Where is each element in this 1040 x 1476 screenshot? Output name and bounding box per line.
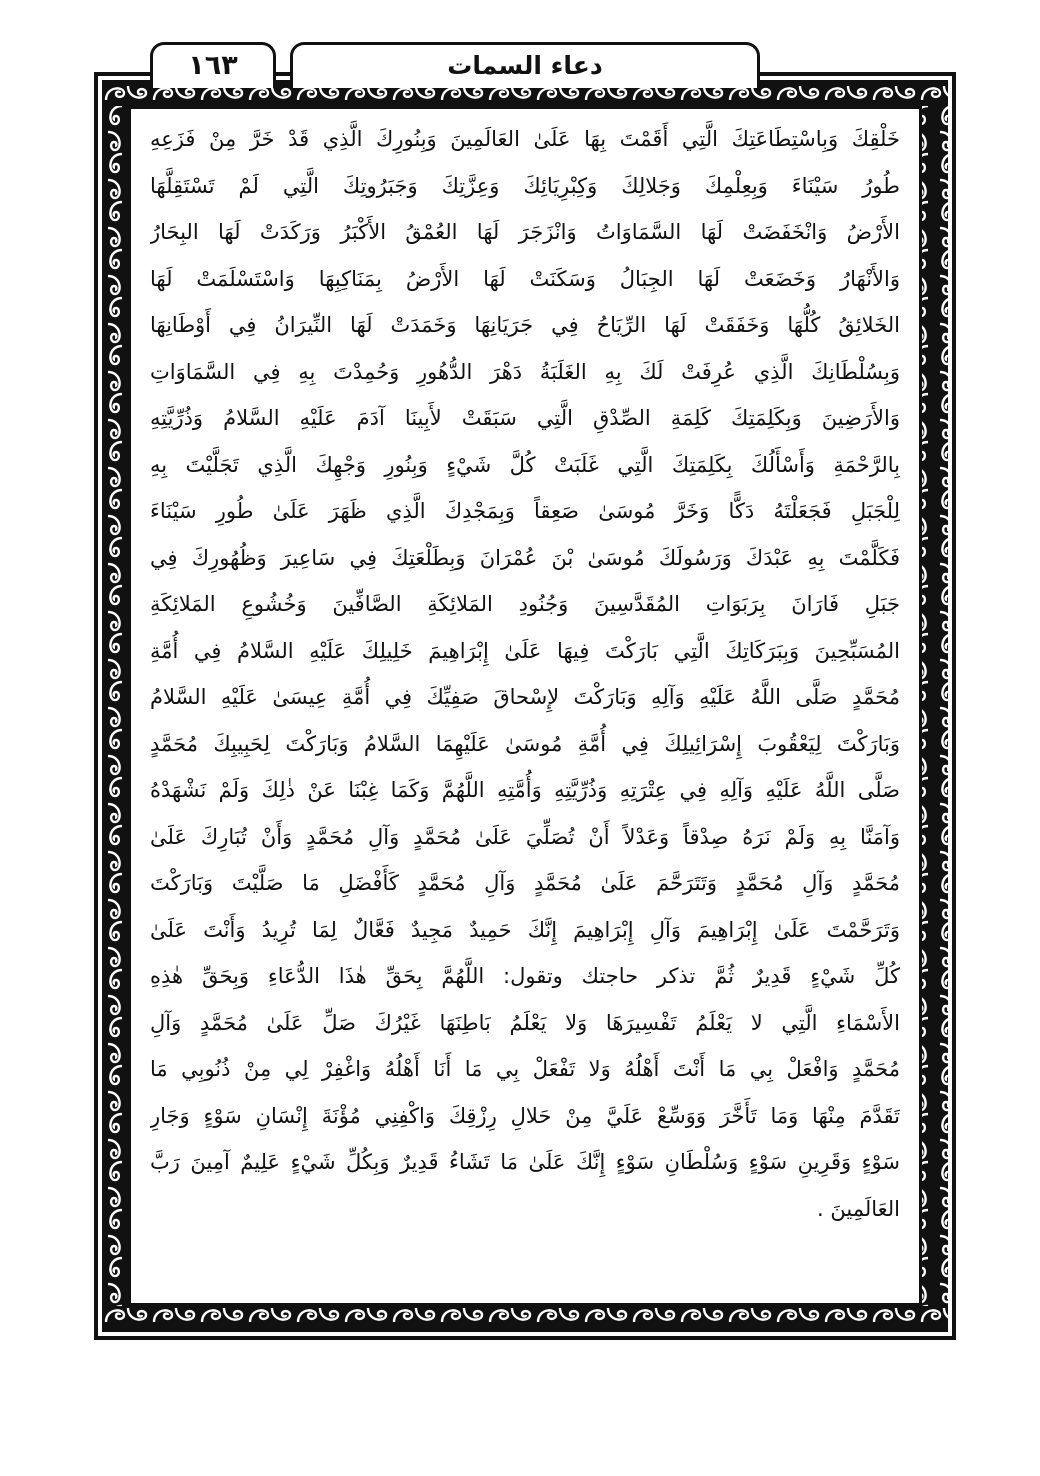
text-line: بِالرَّحْمَةِ وَأَسْأَلُكَ بِكَلِمَتِكَ الَّتِي غَلَبَتْ كُلَّ شَيْءٍ وَبِنُورِ وَجْهِكَ الَّذِي تَجَلَّيْتَ بِهِ [150,452,900,477]
text-line: خَلْقِكَ وَبِاسْتِطَاعَتِكَ الَّتِي أَقَمْتَ بِهَا عَلَىٰ العَالَمِينَ وَبِنُورِكَ الَّذِي قَدْ خَرَّ مِنْ فَزَعِهِ [150,127,900,151]
text-line: الأَسْمَاءِ الَّتِي لا يَعْلَمُ تَفْسِيرَهَا وَلا يَعْلَمُ بَاطِنَهَا غَيْرُكَ صَلِّ عَلَىٰ مُحَمَّدٍ وَآلِ [150,1010,900,1035]
text-line: وَآمَنَّا بِهِ وَلَمْ نَرَهُ صِدْقاً وَعَدْلاً أَنْ تُصَلِّيَ عَلَىٰ مُحَمَّدٍ وَآلِ مُحَمَّدٍ وَأَنْ تُبَارِكَ عَلَىٰ [150,824,900,849]
page-number: ١٦٣ [188,50,238,81]
text-line: فَكَلَّمْتَ بِهِ عَبْدَكَ وَرَسُولَكَ مُوسَىٰ بْنَ عُمْرَانَ وَبِطَلْعَتِكَ فِي سَاعِيرَ وَظُهُورِكَ فِي [150,545,900,570]
supplication-text [150,116,900,1246]
text-line: جَبَلِ فَارَانَ بِرَبَوَاتِ المُقَدَّسِينَ وَجُنُودِ المَلائِكَةِ الصَّافِّينَ وَخُشُوعِ المَلائِكَةِ [150,592,900,616]
text-line: كُلِّ شَيْءٍ قَدِيرٌ ثُمَّ تذكر حاجتك وتقول: اللَّهُمَّ بِحَقِّ هٰذَا الدُّعَاءِ وَبِحَقِّ هٰذِهِ [150,964,900,988]
page-title: دعاء السمات [447,51,603,80]
text-line: وَالأَنْهَارُ وَخَضَعَتْ لَهَا الجِبَالُ وَسَكَنَتْ لَهَا الأَرْضُ بِمَنَاكِبِهَا وَاسْتَسْلَمَتْ لَهَا [150,266,900,291]
text-line: وَتَرَحَّمْتَ عَلَىٰ إِبْرَاهِيمَ وَآلِ إِبْرَاهِيمَ إِنَّكَ حَمِيدٌ مَجِيدٌ فَعَّالٌ لِمَا تُرِيدُ وَأَنْتَ عَلَىٰ [150,917,900,942]
text-line: وَبِسُلْطَانِكَ الَّذِي عُرِفَتْ لَكَ بِهِ الغَلَبَةُ دَهْرَ الدُّهُورِ وَحُمِدْتَ بِهِ فِي السَّمَاوَاتِ [150,359,900,384]
text-line: تَقَدَّمَ مِنْهَا وَمَا تَأَخَّرَ وَوَسِّعْ عَلَيَّ مِنْ حَلالِ رِزْقِكَ وَاكْفِنِي مُؤْنَةَ إِنْسَانِ سَوْءٍ وَجَارِ [150,1103,900,1128]
text-line: العَالَمِينَ . [817,1196,900,1221]
text-line: طُورُ سَيْنَاءَ وَبِعِلْمِكَ وَجَلالِكَ وَكِبْرِيَائِكَ وَعِزَّتِكَ وَجَبَرُوتِكَ الَّتِي لَمْ تَسْتَقِلَّهَا [150,173,900,198]
text-line: صَلَّى اللَّهُ عَلَيْهِ وَآلِهِ فِي عِتْرَتِهِ وَذُرِّيَّتِهِ وَأُمَّتِهِ اللَّهُمَّ وَكَمَا غِبْنَا عَنْ ذٰلِكَ وَلَمْ نَشْهَدْهُ [150,778,900,802]
text-line: الخَلائِقُ كُلُّهَا وَخَفَقَتْ لَهَا الرِّيَاحُ فِي جَرَيَانِهَا وَخَمَدَتْ لَهَا النِّيرَانُ فِي أَوْطَانِهَا [150,313,900,337]
text-line: مُحَمَّدٍ وَآلِ مُحَمَّدٍ وَتَتَرَحَّمَ عَلَىٰ مُحَمَّدٍ وَآلِ مُحَمَّدٍ كَأَفْضَلِ مَا صَلَّيْتَ وَبَارَكْتَ [150,871,900,895]
text-line: المُسَبِّحِينَ وَبِبَرَكَاتِكَ الَّتِي بَارَكْتَ فِيهَا عَلَىٰ إِبْرَاهِيمَ خَلِيلِكَ عَلَيْهِ السَّلامُ فِي أُمَّةِ [150,638,900,663]
text-line: الأَرْضُ وَانْخَفَضَتْ لَهَا السَّمَاوَاتُ وَانْزَجَرَ لَهَا العُمْقُ الأَكْبَرُ وَرَكَدَتْ لَهَا البِحَارُ [150,220,900,244]
text-line: مُحَمَّدٍ صَلَّى اللَّهُ عَلَيْهِ وَآلِهِ وَبَارَكْتَ لإِسْحاقَ صَفِيِّكَ فِي أُمَّةِ عِيسَىٰ عَلَيْهِ السَّلامُ [150,685,900,709]
text-line: وَالأَرَضِينَ وَبِكَلِمَتِكَ كَلِمَةِ الصِّدْقِ الَّتِي سَبَقَتْ لأَبِينَا آدَمَ عَلَيْهِ السَّلامُ وَذُرِّيَّتِهِ [150,406,900,430]
text-line: لِلْجَبَلِ فَجَعَلْتَهُ دَكًّا وَخَرَّ مُوسَىٰ صَعِقاً وَبِمَجْدِكَ الَّذِي ظَهَرَ عَلَىٰ طُورِ سَيْنَاءَ [150,499,900,523]
text-line: وَبَارَكْتَ لِيَعْقُوبَ إِسْرَائِيلِكَ فِي أُمَّةِ مُوسَىٰ عَلَيْهِمَا السَّلامُ وَبَارَكْتَ لِحَبِيبِكَ مُحَمَّدٍ [150,731,900,756]
text-line: مُحَمَّدٍ وَافْعَلْ بِي مَا أَنْتَ أَهْلُهُ وَلا تَفْعَلْ بِي مَا أَنَا أَهْلُهُ وَاغْفِرْ لِي مِنْ ذُنُوبِي مَا [150,1057,900,1081]
text-line: سَوْءٍ وَقَرِينِ سَوْءٍ وَسُلْطَانِ سَوْءٍ إِنَّكَ عَلَىٰ مَا تَشَاءُ قَدِيرٌ وَبِكُلِّ شَيْءٍ عَلِيمٌ آمِينَ رَبَّ [150,1150,900,1174]
